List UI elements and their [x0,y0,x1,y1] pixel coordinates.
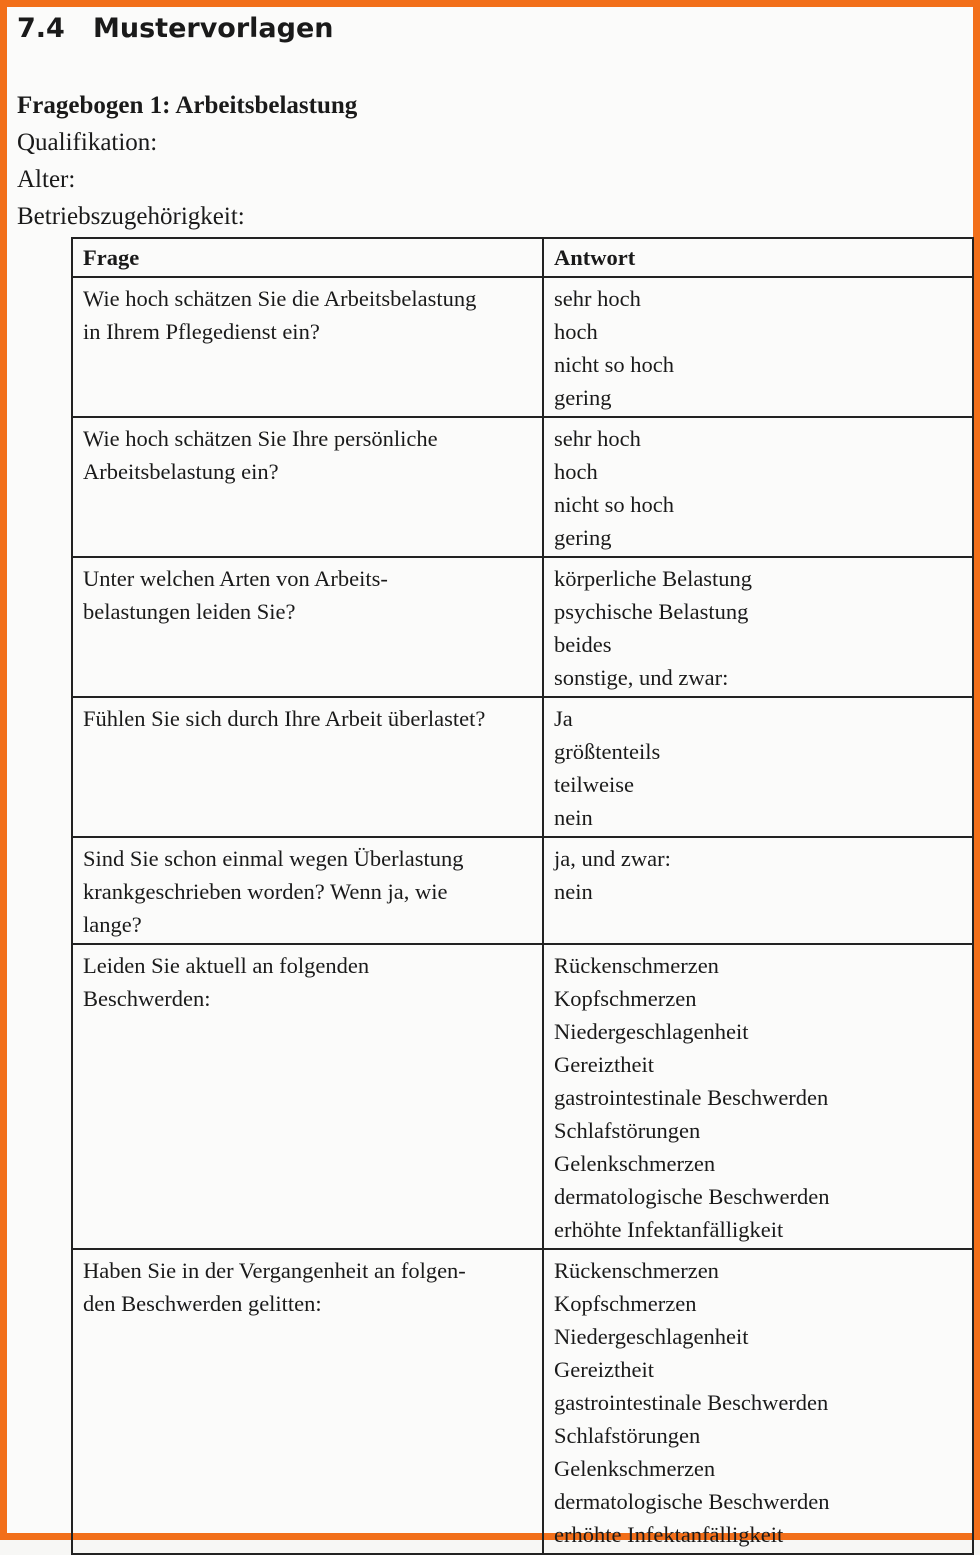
answer-option: Niedergeschlagenheit [554,1324,749,1349]
question-cell [72,837,543,944]
answer-option: ja, und zwar: [554,846,671,871]
question-text: Arbeitsbelastung ein? [83,459,279,484]
answer-option: Gereiztheit [554,1052,654,1077]
question-cell [72,697,543,837]
answer-option: dermatologische Beschwerden [554,1489,830,1514]
answer-option: Schlafstörungen [554,1423,701,1448]
answer-option: hoch [554,459,598,484]
answer-option: Gereiztheit [554,1357,654,1382]
question-cell [72,557,543,697]
question-text: belastungen leiden Sie? [83,599,296,624]
answer-option: gering [554,525,612,550]
question-text: krankgeschrieben worden? Wenn ja, wie [83,879,448,904]
answer-option: nein [554,879,593,904]
question-text: Wie hoch schätzen Sie Ihre persönliche [83,426,438,451]
answer-cell [543,277,973,417]
field-alter: Alter: [17,166,76,193]
question-text: Unter welchen Arten von Arbeits- [83,566,388,591]
answer-option: Niedergeschlagenheit [554,1019,749,1044]
answer-option: gastrointestinale Beschwerden [554,1085,829,1110]
section-title: Mustervorlagen [93,13,334,44]
answer-cell [543,697,973,837]
answer-option: erhöhte Infektanfälligkeit [554,1217,784,1242]
question-text: Fühlen Sie sich durch Ihre Arbeit überlastet? [83,706,486,731]
header-question: Frage [72,238,543,277]
answer-option: sonstige, und zwar: [554,665,729,690]
answer-option: Schlafstörungen [554,1118,701,1143]
answer-option: Ja [554,706,573,731]
answer-option: beides [554,632,612,657]
question-cell [72,1249,543,1554]
answer-cell [543,1249,973,1554]
answer-option: Kopfschmerzen [554,986,697,1011]
answer-option: sehr hoch [554,286,641,311]
question-text: Wie hoch schätzen Sie die Arbeitsbelastung [83,286,477,311]
answer-option: Gelenkschmerzen [554,1456,716,1481]
answer-option: psychische Belastung [554,599,749,624]
table-header-row [72,238,973,277]
answer-option: gastrointestinale Beschwerden [554,1390,829,1415]
answer-option: Rückenschmerzen [554,1258,719,1283]
answer-cell [543,944,973,1249]
question-text: Beschwerden: [83,986,211,1011]
field-betriebszugehoerigkeit: Betriebszugehörigkeit: [17,203,245,230]
answer-option: hoch [554,319,598,344]
table-row [72,417,973,557]
header-answer: Antwort [543,238,973,277]
question-cell [72,277,543,417]
question-text: in Ihrem Pflegedienst ein? [83,319,320,344]
table-row [72,944,973,1249]
answer-option: gering [554,385,612,410]
table-row [72,1249,973,1554]
answer-option: nicht so hoch [554,492,674,517]
questionnaire-table [71,237,974,1555]
question-cell [72,944,543,1249]
question-text: Haben Sie in der Vergangenheit an folgen- [83,1258,466,1283]
answer-cell [543,837,973,944]
section-heading [17,13,334,44]
answer-option: teilweise [554,772,634,797]
answer-option: erhöhte Infektanfälligkeit [554,1522,784,1547]
section-number: 7.4 [17,13,65,44]
answer-option: dermatologische Beschwerden [554,1184,830,1209]
answer-option: sehr hoch [554,426,641,451]
answer-option: nein [554,805,593,830]
answer-cell [543,417,973,557]
answer-option: größtenteils [554,739,661,764]
field-qualifikation: Qualifikation: [17,129,158,156]
question-cell [72,417,543,557]
form-title: Fragebogen 1: Arbeitsbelastung [17,92,358,119]
answer-option: nicht so hoch [554,352,674,377]
question-text: lange? [83,912,142,937]
table-row [72,277,973,417]
question-text: Sind Sie schon einmal wegen Überlastung [83,846,464,871]
answer-option: Gelenkschmerzen [554,1151,716,1176]
answer-option: körperliche Belastung [554,566,753,591]
table-row [72,557,973,697]
table-body [72,277,973,1554]
answer-option: Rückenschmerzen [554,953,719,978]
question-text: Leiden Sie aktuell an folgenden [83,953,370,978]
answer-cell [543,557,973,697]
table-row [72,837,973,944]
answer-option: Kopfschmerzen [554,1291,697,1316]
table-row [72,697,973,837]
question-text: den Beschwerden gelitten: [83,1291,322,1316]
